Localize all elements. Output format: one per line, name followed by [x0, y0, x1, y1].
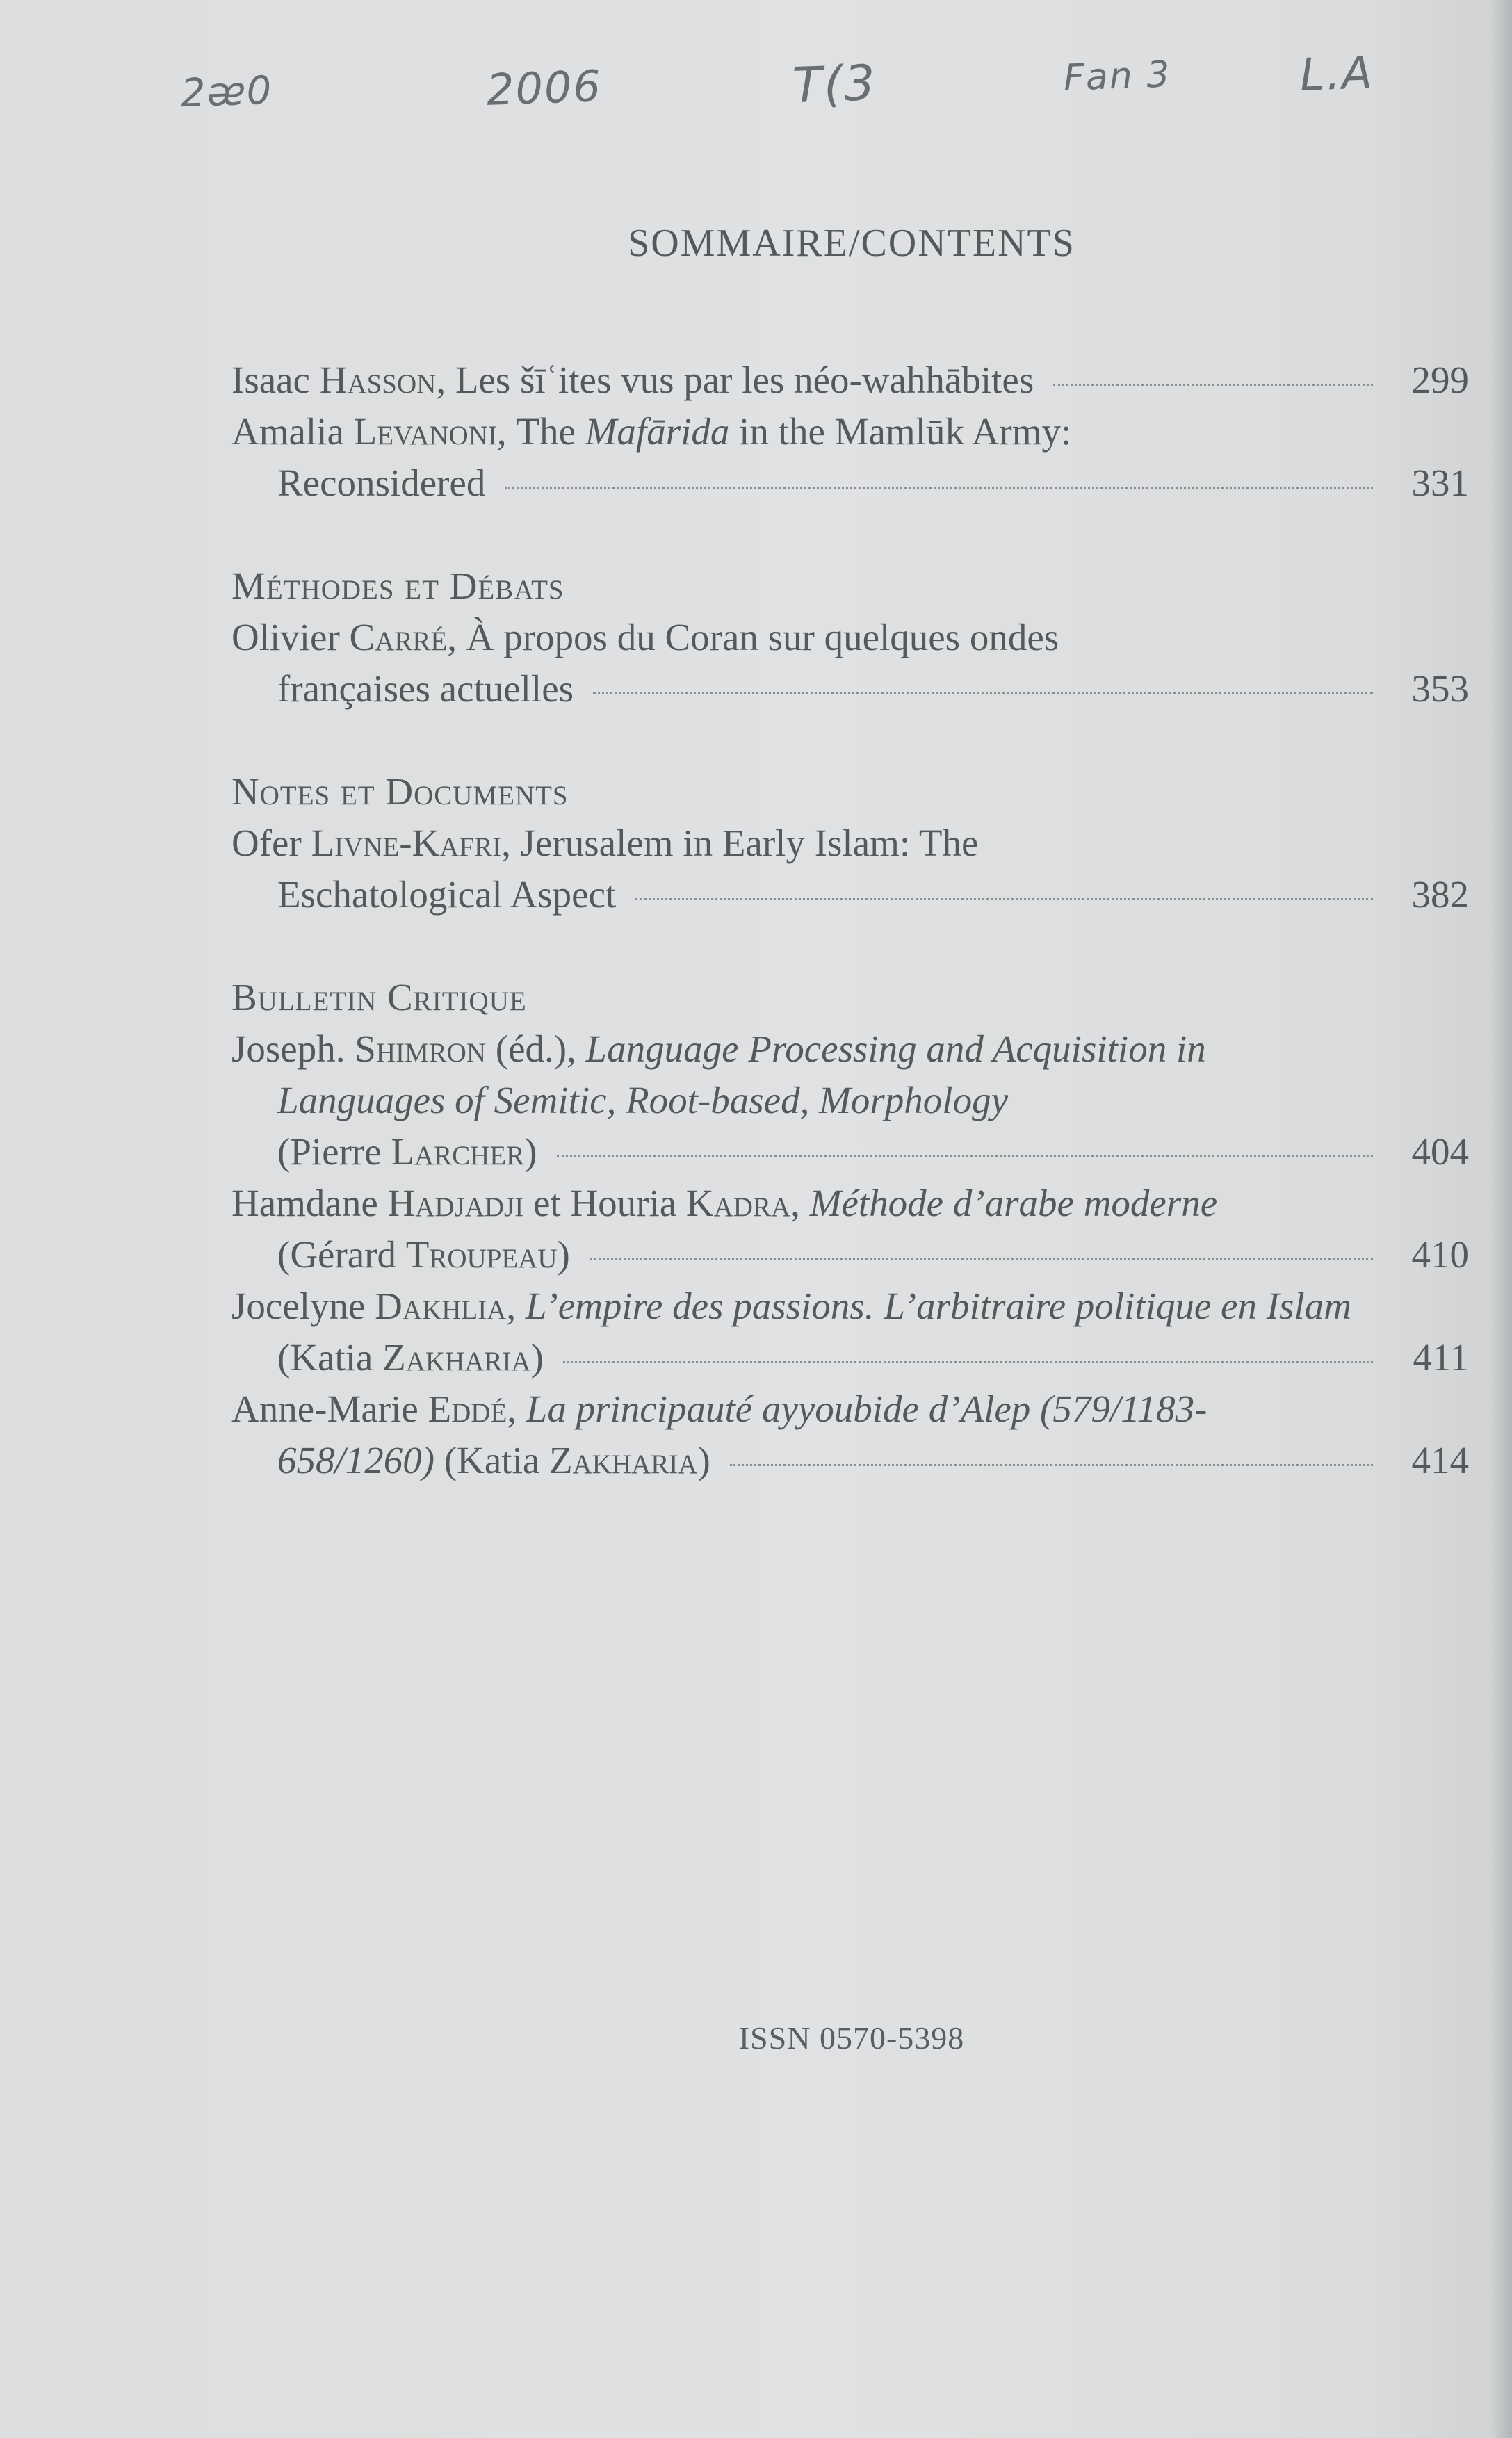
issn-number: ISSN 0570-5398	[738, 2020, 965, 2056]
entry-title: Les šīʿites vus par les néo-wahhābites	[455, 359, 1034, 401]
page-number: 331	[1411, 462, 1469, 504]
entry-title-pre: The	[516, 410, 576, 453]
handwritten-note: 2006	[485, 60, 603, 115]
entry-title: À propos du Coran sur quelques ondes	[466, 616, 1059, 658]
author-last: Levanoni	[353, 410, 497, 453]
dot-leader	[1053, 384, 1373, 386]
dot-leader	[590, 1258, 1373, 1260]
toc-entry	[231, 355, 1469, 406]
entry-title-italic: L’empire des passions. L’arbitraire politique en Islam	[525, 1285, 1351, 1327]
toc-line	[231, 1229, 1469, 1281]
entry-title-italic: Méthode d’arabe moderne	[809, 1182, 1218, 1224]
author-first: Hamdane	[231, 1182, 378, 1224]
dot-leader	[557, 1155, 1373, 1157]
toc-line: Olivier Carré , À propos du Coran sur quelques ondes	[231, 612, 1469, 663]
entry-title-cont: Eschatological Aspect	[277, 873, 617, 916]
author-first: Amalia	[231, 410, 344, 453]
dot-leader	[730, 1464, 1373, 1466]
page-number: 299	[1411, 359, 1469, 401]
section-heading: Méthodes et Débats	[231, 564, 564, 607]
page-edge-shadow	[1491, 0, 1512, 2438]
reviewer-close: )	[524, 1130, 537, 1173]
toc-line	[231, 1023, 1469, 1075]
page-title: SOMMAIRE/CONTENTS	[628, 222, 1075, 265]
section-heading: Notes et Documents	[231, 770, 569, 813]
toc-section-notes	[231, 766, 1469, 920]
reviewer-close: )	[557, 1233, 570, 1276]
entry-title-italic: Language Processing and Acquisition in	[585, 1027, 1206, 1070]
handwritten-note: Fan 3	[1063, 54, 1172, 99]
author2-first: Houria	[570, 1182, 677, 1224]
page-number: 411	[1413, 1336, 1469, 1379]
author-first: Ofer	[231, 822, 302, 864]
entry-title-post: in the Mamlūk Army:	[739, 410, 1072, 453]
reviewer-close: )	[530, 1336, 544, 1379]
reviewer-first: (Katia	[277, 1336, 373, 1379]
toc-line	[231, 1281, 1469, 1332]
toc-entry	[231, 1383, 1469, 1486]
reviewer-close: )	[697, 1439, 710, 1481]
toc-line: Ofer Livne-Kafri , Jerusalem in Early Islam: The	[231, 818, 1469, 869]
dot-leader	[563, 1361, 1373, 1363]
toc-entry	[231, 406, 1469, 509]
author-first: Isaac	[231, 359, 310, 401]
reviewer-first: (Pierre	[277, 1130, 382, 1173]
entry-title-cont: françaises actuelles	[277, 667, 574, 710]
handwritten-note: T(3	[791, 54, 878, 115]
toc-entry	[231, 818, 1469, 920]
entry-title-italic: La principauté ayyoubide d’Alep (579/1183-	[526, 1388, 1208, 1430]
author-last: Carré	[349, 616, 448, 658]
table-of-contents	[231, 355, 1469, 1538]
toc-entry	[231, 1281, 1469, 1383]
author-joiner: et	[533, 1182, 561, 1224]
reviewer-first: (Katia	[444, 1439, 540, 1481]
author2-last: Kadra,	[685, 1182, 800, 1224]
reviewer-last: Troupeau	[405, 1233, 558, 1276]
page-number: 382	[1411, 873, 1469, 916]
page-number: 404	[1411, 1130, 1469, 1173]
author-first: Anne-Marie	[231, 1388, 418, 1430]
toc-line: Amalia Levanoni, The Mafārida in the Mamlūk Army:	[231, 410, 1072, 453]
entry-title-italic: Languages of Semitic, Root-based, Morphology	[277, 1079, 1008, 1121]
reviewer-last: Larcher	[391, 1130, 525, 1173]
toc-line	[231, 1126, 1469, 1178]
reviewer-first: (Gérard	[277, 1233, 396, 1276]
section-heading: Bulletin Critique	[231, 976, 527, 1018]
dot-leader	[505, 487, 1373, 489]
handwritten-note: 2ᴂ0	[179, 67, 274, 117]
reviewer-last: Zakharia	[549, 1439, 698, 1481]
toc-line	[231, 1332, 1469, 1383]
toc-line: Isaac Hasson , Les šīʿites vus par les néo-wahhābites 299	[231, 355, 1469, 406]
author-last: Hasson	[319, 359, 437, 401]
toc-line	[231, 663, 1469, 715]
dot-leader	[635, 898, 1373, 900]
author-first: Olivier	[231, 616, 340, 658]
author-last: Livne-Kafri	[311, 822, 502, 864]
editor-mark: (éd.),	[495, 1027, 576, 1070]
toc-section-bulletin	[231, 972, 1469, 1486]
entry-title-italic: 658/1260)	[277, 1439, 435, 1481]
handwritten-annotations	[0, 42, 1512, 146]
page-number: 414	[1411, 1439, 1469, 1481]
page-number: 353	[1411, 667, 1469, 710]
author-last: Dakhlia,	[375, 1285, 517, 1327]
toc-line	[231, 1383, 1469, 1435]
page-number: 410	[1411, 1233, 1469, 1276]
entry-title-cont: Reconsidered	[277, 462, 486, 504]
toc-line	[231, 457, 1469, 509]
toc-section-articles	[231, 355, 1469, 509]
handwritten-note: L.A	[1299, 47, 1375, 101]
toc-line	[231, 1178, 1469, 1229]
toc-line	[231, 869, 1469, 920]
toc-entry	[231, 612, 1469, 715]
reviewer-last: Zakharia	[382, 1336, 531, 1379]
author-first: Joseph.	[231, 1027, 346, 1070]
author-last: Eddé,	[428, 1388, 517, 1430]
toc-entry	[231, 1023, 1469, 1178]
entry-title-italic: Mafārida	[585, 410, 730, 453]
author-last: Hadjadji	[387, 1182, 524, 1224]
author-last: Shimron	[355, 1027, 486, 1070]
toc-entry	[231, 1178, 1469, 1281]
entry-title: Jerusalem in Early Islam: The	[520, 822, 979, 864]
author-first: Jocelyne	[231, 1285, 366, 1327]
toc-line	[231, 1075, 1469, 1126]
toc-section-methodes	[231, 560, 1469, 715]
dot-leader	[593, 692, 1373, 694]
toc-line	[231, 1435, 1469, 1486]
